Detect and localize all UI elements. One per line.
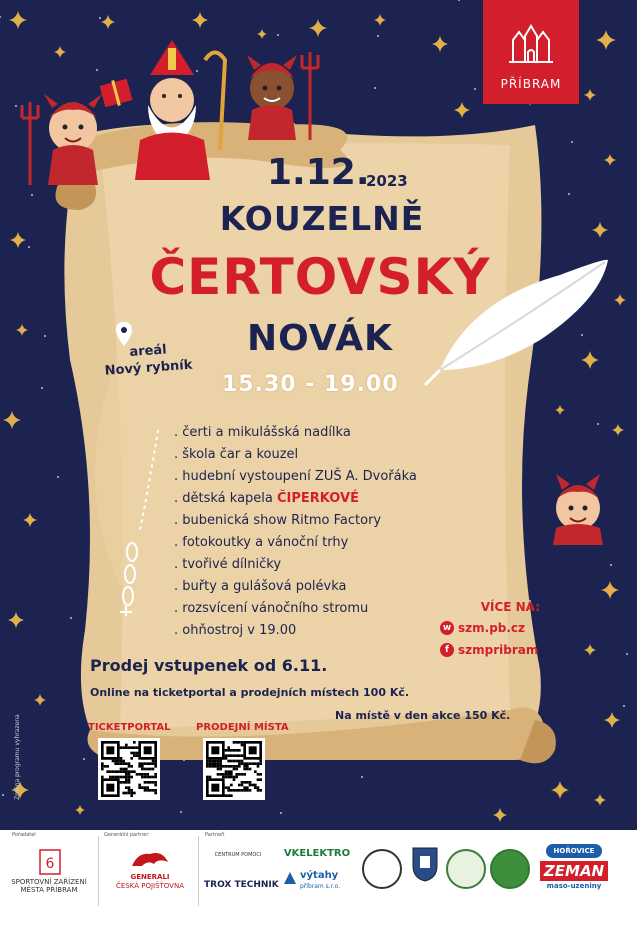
qr-sales-points[interactable]: [203, 738, 265, 800]
devil-peeking-illustration: [553, 474, 603, 545]
separator: [98, 836, 99, 906]
castle-icon: [483, 0, 579, 70]
program-item-text: bubenická show Ritmo Factory: [182, 513, 382, 528]
program-item-text: rozsvícení vánočního stromu: [182, 601, 369, 616]
location-pin-icon: [116, 322, 132, 346]
qr-code-icon: [101, 741, 157, 797]
venue-line-1: areál: [128, 342, 168, 361]
svg-text:6: 6: [45, 856, 55, 872]
program-item: [174, 620, 417, 642]
program-item: [174, 598, 417, 620]
event-time: 15.30 - 19.00: [222, 372, 399, 397]
city-logo: [483, 0, 579, 104]
website-link[interactable]: [440, 619, 525, 637]
partner-vytahy: výtahy: [300, 870, 339, 881]
partner-trox-technik: TROX TECHNIK: [204, 880, 279, 890]
facebook-link[interactable]: [440, 641, 538, 659]
devil-right-illustration: [247, 52, 318, 140]
qr-ticketportal-label: TICKETPORTAL: [88, 722, 171, 733]
ribbon-ornament-illustration: [120, 430, 158, 616]
organizer-logo-icon: [38, 848, 62, 876]
qr-ticketportal[interactable]: [98, 738, 160, 800]
partners-caption: Partneři: [205, 832, 225, 838]
generali-lion-icon: [128, 848, 172, 872]
title-line-1: KOUZELNĚ: [219, 199, 425, 238]
program-item-text: tvořivé dílničky: [182, 557, 282, 572]
website-text: szm.pb.cz: [458, 621, 526, 635]
partner-badge-2: [446, 849, 486, 889]
partners-bar: [0, 830, 637, 928]
partner-centrum-pomoci: CENTRUM POMOCI: [214, 852, 262, 858]
devil-left-illustration: [22, 94, 102, 185]
program-item: [174, 466, 417, 488]
facebook-text: szmpribram: [458, 643, 539, 657]
partner-vkelektro: VKELEKTRO: [283, 848, 351, 859]
saint-nicholas-illustration: [100, 40, 225, 180]
program-item: [174, 532, 417, 554]
program-item: [174, 488, 417, 510]
event-date: 1.12.: [267, 152, 370, 193]
more-info-label: VÍCE NA:: [480, 600, 540, 614]
title-line-2: ČERTOVSKÝ: [149, 248, 491, 306]
general-partner-name-1: GENERALI: [130, 873, 170, 881]
general-partner-name-2: ČESKÁ POJIŠŤOVNA: [115, 882, 184, 890]
program-item-text: hudební vystoupení ZUŠ A. Dvořáka: [182, 469, 417, 484]
program-item: [174, 510, 417, 532]
vytahy-logo-icon: [282, 870, 298, 886]
qr-sales-points-label: PRODEJNÍ MÍSTA: [196, 722, 289, 733]
coat-of-arms-icon: [411, 846, 439, 882]
program-item: [174, 554, 417, 576]
venue-line-2: Nový rybník: [104, 357, 193, 379]
credit-text: Změna programu vyhrazena: [14, 714, 21, 800]
program-item-text: škola čar a kouzel: [182, 447, 299, 462]
facebook-icon: f: [440, 643, 454, 657]
organizer-caption: Pořadatel: [12, 832, 36, 838]
program-item: [174, 444, 417, 466]
partner-zeman-top: HOŘOVICE: [546, 844, 602, 858]
program-item-text: fotokoutky a vánoční trhy: [182, 535, 349, 550]
ticket-onsite-price: Na místě v den akce 150 Kč.: [335, 709, 511, 722]
ticket-sale-heading: Prodej vstupenek od 6.11.: [90, 656, 328, 675]
ticket-online-price: Online na ticketportal a prodejních místech 100 Kč.: [90, 686, 410, 699]
program-item-text: čerti a mikulášská nadílka: [182, 425, 351, 440]
partner-zeman-sub: maso-uzeniny: [546, 882, 602, 890]
program-item: [174, 422, 417, 444]
partner-badge-1: [362, 849, 402, 889]
event-year: 2023: [366, 172, 408, 190]
partner-zeman-brand: ZEMAN: [540, 861, 608, 881]
title-line-3: NOVÁK: [247, 318, 393, 359]
program-item-highlight: ČIPERKOVÉ: [277, 491, 359, 506]
program-item: [174, 576, 417, 598]
program-item-text: ohňostroj v 19.00: [182, 623, 297, 638]
partner-vytahy-sub: příbram s.r.o.: [300, 883, 340, 890]
program-list: [174, 422, 417, 642]
program-item-text: dětská kapela: [182, 491, 278, 506]
separator: [198, 836, 199, 906]
general-partner-caption: Generální partner: [104, 832, 149, 838]
www-icon: w: [440, 621, 454, 635]
partner-badge-3: [490, 849, 530, 889]
program-item-text: buřty a gulášová polévka: [182, 579, 347, 594]
qr-code-icon: [206, 741, 262, 797]
city-logo-text: PŘÍBRAM: [500, 77, 562, 91]
organizer-name: SPORTOVNÍ ZAŘÍZENÍ MĚSTA PŘÍBRAM: [11, 878, 87, 894]
